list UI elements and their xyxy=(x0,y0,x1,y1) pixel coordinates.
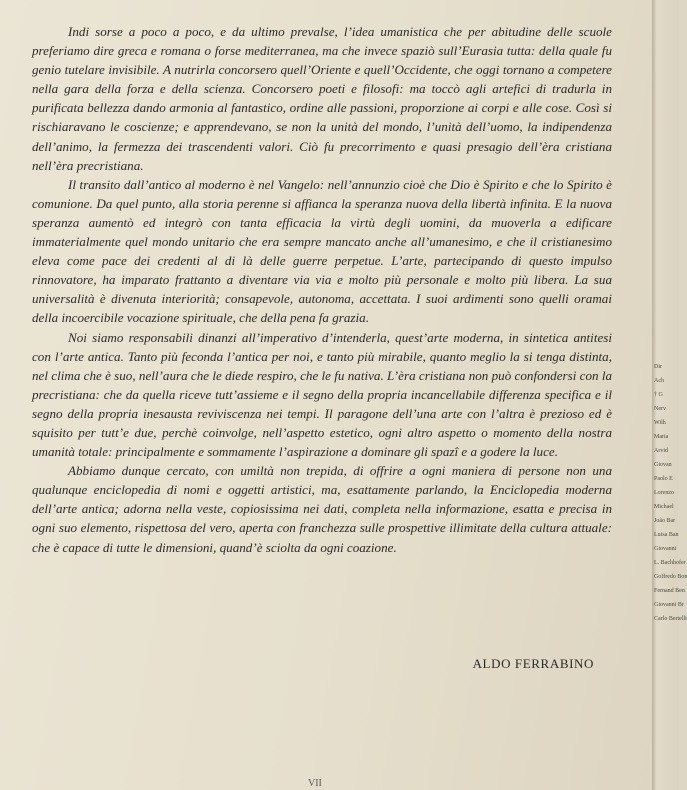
preface-text xyxy=(32,22,612,557)
edge-fragment: Carlo Bertelli xyxy=(654,616,687,622)
edge-fragment: Nerv xyxy=(654,406,666,412)
edge-fragment: Arvid xyxy=(654,448,668,454)
paragraph-3: Noi siamo responsabili dinanzi all’imperativo d’intenderla, quest’arte moderna, in sintetica antitesi con l’arte antica. Tanto più feconda l’antica per noi, e tanto più mirabile, quanto meglio la si tenga distinta, nel clima che è suo, nell’aura che le diede respiro, che le fu nativa. L’èra cristiana non può confondersi con la precristiana: che da quella riceve tutt’assieme e il segno della propria incancellabile differenza specifica e il segno della propria inesausta reviviscenza nei tempi. Il paragone dell’una arte con l’altra è prezioso ed è squisito per tutt’e due, perchè coinvolge, nell’aspetto estetico, ogni altro aspetto o momento della nostra umanità totale: principalmente e sommamente l’aspirazione a dominare gli spazî e a godere la luce. xyxy=(32,329,613,460)
edge-fragment: Paolo E xyxy=(654,476,673,482)
edge-fragment: Fernand Ben xyxy=(654,588,685,594)
paragraph-2: Il transito dall’antico al moderno è nel Vangelo: nell’annunzio cioè che Dio è Spirito e che lo Spirito è comunione. Da quel punto, alla storia perenne si affianca la speranza nuova della libertà infinita. E la nuova speranza aumentò ed integrò con tanta efficacia la virtù degli uomini, da muoverla a edificare immaterialmente quel mondo unitario che era sempre mancato anche all’umanesimo, e che il cristianesimo eleva come pace dei credenti al di là delle guerre perpetue. L’arte, partecipando di questo impulso rinnovatore, ha imparato frattanto a diventare via via e molto più personale e molto più libera. La sua universalità è divenuta interiorità; consapevole, autonoma, accettata. I suoi ardimenti sono quelli oramai della incoercibile vocazione spirituale, che della pena fa grazia. xyxy=(32,176,612,326)
edge-fragment: Lorenzo xyxy=(654,490,674,496)
edge-fragment: Michael xyxy=(654,504,674,510)
next-page-fragments xyxy=(654,360,687,626)
edge-fragment: Giovan xyxy=(654,462,672,468)
edge-fragment: † G xyxy=(654,392,663,398)
edge-fragment: Luisa Ban xyxy=(654,532,679,538)
paragraph-4: Abbiamo dunque cercato, con umiltà non trepida, di offrire a ogni maniera di persone non una qualunque enciclopedia di nomi e oggetti artistici, ma, esattamente parlando, la Enciclopedia moderna dell’arte antica; adorna nella veste, copiosissima nei dati, completa nella informazione, esatta e precisa in ogni suo elemento, rispettosa del vero, aperta con franchezza sulle prospettive illimitate della cultura attuale: che è capace di tutte le dimensioni, quand’è sciolta da ogni coazione. xyxy=(32,463,612,555)
page-number: VII xyxy=(308,778,322,789)
edge-fragment: João Bar xyxy=(654,518,676,524)
edge-fragment: Goffredo Bon xyxy=(654,574,687,580)
author-signature: ALDO FERRABINO xyxy=(472,656,594,671)
edge-fragment: Wilh xyxy=(654,420,666,426)
paragraph-1: Indi sorse a poco a poco, e da ultimo prevalse, l’idea umanistica che per abitudine delle scuole preferiamo dire greca e romana o forse mediterranea, ma che invece spaziò sull’Eurasia tutta: della quale fu genio tutelare invisibile. A nutrirla concorsero quell’Oriente e quell’Occidente, che oggi tornano a competere nella gara della forza e della scienza. Concorsero poeti e filosofi: ma toccò agli artefici di tradurla in purificata bellezza dando armonia al fantastico, ordine alle passioni, proporzione ai corpi e alle cose. Così si rischiaravano le coscienze; e apprendevano, se non la unità del mondo, l’unità dell’uomo, la indipendenza dell’animo, la fermezza dei trascendenti valori. Ciò fu precorrimento e quasi presagio dell’èra cristiana nell’èra precristiana. xyxy=(32,24,612,173)
edge-fragment: L. Bachhofer xyxy=(654,560,686,566)
edge-fragment: Giovanni xyxy=(654,546,677,552)
edge-fragment: Dir xyxy=(654,364,662,370)
edge-fragment: Maria xyxy=(654,434,669,440)
edge-fragment: Ach xyxy=(654,378,664,384)
edge-fragment: Giovanni Br xyxy=(654,602,684,608)
